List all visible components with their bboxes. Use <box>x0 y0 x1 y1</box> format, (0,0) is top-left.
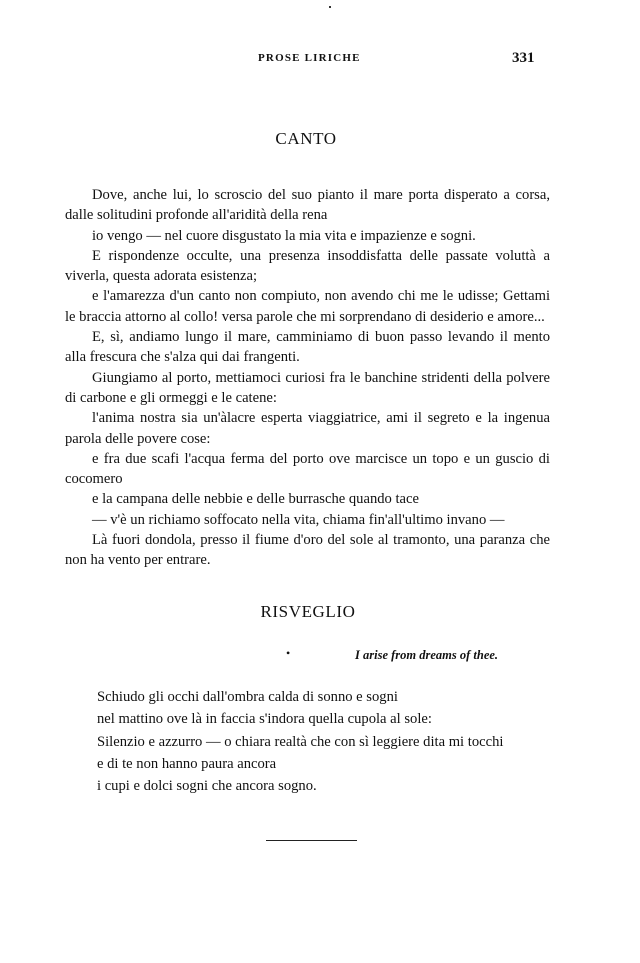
canto-paragraph: E rispondenze occulte, una presenza insoddisfatta delle passate voluttà a viverla, questa adorata esistenza; <box>65 247 550 285</box>
print-dot: • <box>286 646 291 660</box>
canto-paragraph: l'anima nostra sia un'àlacre esperta viaggiatrice, ami il segreto e la ingenua parola delle povere cose: <box>65 410 550 447</box>
canto-paragraph: Là fuori dondola, presso il fiume d'oro del sole al tramonto, una paranza che non ha vento per entrare. <box>65 532 550 569</box>
canto-paragraph: Giungiamo al porto, mettiamoci curiosi fra le banchine stridenti della polvere di carbone e gli ormeggi e le catene: <box>65 369 550 406</box>
poem-line: Schiudo gli occhi dall'ombra calda di sonno e sogni <box>97 689 398 705</box>
running-title: PROSE LIRICHE <box>258 52 361 64</box>
epigraph: I arise from dreams of thee. <box>355 648 499 662</box>
canto-paragraph: io vengo — nel cuore disgustato la mia vita e impazienze e sogni. <box>92 227 476 244</box>
print-speck <box>329 6 331 8</box>
running-head <box>0 50 640 70</box>
page-number: 331 <box>512 50 535 66</box>
canto-paragraph: e l'amarezza d'un canto non compiuto, non avendo chi me le udisse; Gettami le braccia attorno al collo! versa parole che mi sorprendano di desiderio e amore... <box>65 288 550 325</box>
risveglio-poem <box>97 686 567 797</box>
canto-paragraph: E, sì, andiamo lungo il mare, camminiamo di buon passo levando il mento alla frescura che s'alza qui dai frangenti. <box>65 329 550 366</box>
poem-line: Silenzio e azzurro — o chiara realtà che con sì leggiere dita mi tocchi <box>97 733 504 750</box>
end-rule <box>266 840 357 841</box>
canto-paragraph: e la campana delle nebbie e delle burrasche quando tace <box>92 491 419 508</box>
poem-line: nel mattino ove là in faccia s'indora quella cupola al sole: <box>97 711 432 728</box>
section-title-risveglio: RISVEGLIO <box>260 602 356 621</box>
canto-paragraph: — v'è un richiamo soffocato nella vita, chiama fin'all'ultimo invano — <box>92 511 505 528</box>
poem-line: e di te non hanno paura ancora <box>97 755 277 772</box>
canto-paragraph: e fra due scafi l'acqua ferma del porto ove marcisce un topo e un guscio di cocomero <box>65 450 550 488</box>
poem-line: i cupi e dolci sogni che ancora sogno. <box>97 778 317 795</box>
canto-paragraph: Dove, anche lui, lo scroscio del suo pianto il mare porta disperato a corsa, dalle solitudini profonde all'aridità della rena <box>65 187 550 224</box>
canto-prose <box>65 185 550 571</box>
section-title-canto: CANTO <box>275 129 337 148</box>
